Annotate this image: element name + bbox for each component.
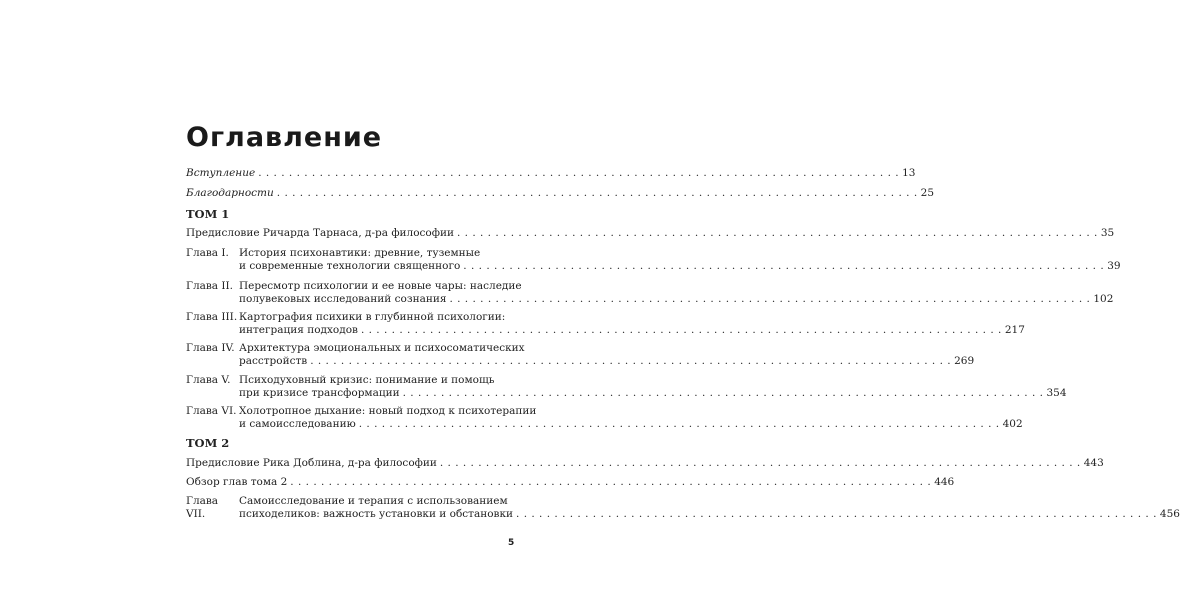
toc-entry-intro[interactable] (186, 167, 916, 180)
toc-chapter-4[interactable] (186, 342, 975, 368)
chapter-label: Глава I. (186, 247, 229, 259)
toc-entry-acknowledgements[interactable] (186, 187, 935, 200)
chapter-title-line: Архитектура эмоциональных и психосоматических (239, 342, 525, 354)
toc-entry-page: 446 (934, 476, 955, 488)
dot-leader (463, 260, 1104, 273)
dot-leader (449, 293, 1090, 306)
dot-leader (290, 476, 931, 489)
chapter-title-line: психоделиков: важность установки и обстановки (239, 508, 514, 520)
toc-chapter-2[interactable] (186, 280, 1114, 306)
toc-entry-page: 39 (1107, 260, 1121, 272)
toc-entry-text: Вступление (186, 167, 256, 179)
chapter-label: Глава V. (186, 374, 231, 386)
chapter-title-line: полувековых исследований сознания (239, 293, 447, 305)
chapter-label: Глава III. (186, 311, 238, 323)
toc-chapter-3[interactable] (186, 311, 1025, 337)
toc-entry-text: Предисловие Ричарда Тарнаса, д-ра философии (186, 227, 454, 239)
toc-chapter-5[interactable] (186, 374, 1067, 400)
toc-entry-page: 217 (1004, 324, 1025, 336)
toc-entry-page: 102 (1093, 293, 1114, 305)
dot-leader (277, 187, 918, 200)
toc-entry-page: 35 (1100, 227, 1115, 239)
toc-entry-page: 25 (920, 187, 935, 199)
chapter-title-line: расстройств (239, 355, 308, 367)
toc-entry-page: 13 (902, 167, 916, 179)
toc-entry-page: 456 (1159, 508, 1180, 520)
toc-entry-text: Благодарности (186, 187, 274, 199)
dot-leader (457, 227, 1098, 240)
chapter-title-line: Самоисследование и терапия с использованием (239, 495, 508, 507)
chapter-title-line: Психодуховный кризис: понимание и помощь (239, 374, 495, 386)
toc-entry-text: Предисловие Рика Доблина, д-ра философии (186, 457, 437, 469)
chapter-title-line: Холотропное дыхание: новый подход к психотерапии (239, 405, 537, 417)
chapter-label: Глава II. (186, 280, 234, 292)
chapter-title-line: интеграция подходов (239, 324, 358, 336)
toc-entry-page: 354 (1046, 387, 1067, 399)
dot-leader (258, 167, 899, 180)
toc-entry-foreword-1[interactable] (186, 227, 1115, 240)
toc-chapter-1[interactable] (186, 247, 1121, 273)
chapter-label: Глава VII. (186, 495, 219, 520)
chapter-title-line: при кризисе трансформации (239, 387, 400, 399)
toc-entry-page: 443 (1083, 457, 1104, 469)
page-number: 5 (508, 538, 515, 548)
dot-leader (516, 508, 1157, 521)
volume-heading-1: ТОМ 1 (186, 207, 230, 221)
volume-heading-2: ТОМ 2 (186, 436, 230, 450)
chapter-title-line: История психонавтики: древние, туземные (239, 247, 481, 259)
dot-leader (310, 355, 951, 368)
chapter-title-line: Пересмотр психологии и ее новые чары: наследие (239, 280, 522, 292)
toc-chapter-6[interactable] (186, 405, 1023, 431)
chapter-title-line: и самоисследованию (239, 418, 356, 430)
chapter-title-line: и современные технологии священного (239, 260, 461, 272)
toc-entry-foreword-2[interactable] (186, 457, 1104, 470)
toc-entry-page: 402 (1002, 418, 1023, 430)
dot-leader (359, 418, 1000, 431)
dot-leader (403, 387, 1044, 400)
toc-title: Оглавление (186, 122, 383, 153)
dot-leader (361, 324, 1002, 337)
toc-chapter-7[interactable] (186, 495, 1180, 521)
chapter-title-line: Картография психики в глубинной психологии: (239, 311, 506, 323)
toc-entry-page: 269 (954, 355, 975, 367)
toc-entry-text: Обзор глав тома 2 (186, 476, 288, 488)
chapter-label: Глава IV. (186, 342, 235, 354)
dot-leader (440, 457, 1081, 470)
toc-entry-overview[interactable] (186, 476, 955, 489)
chapter-label: Глава VI. (186, 405, 237, 417)
